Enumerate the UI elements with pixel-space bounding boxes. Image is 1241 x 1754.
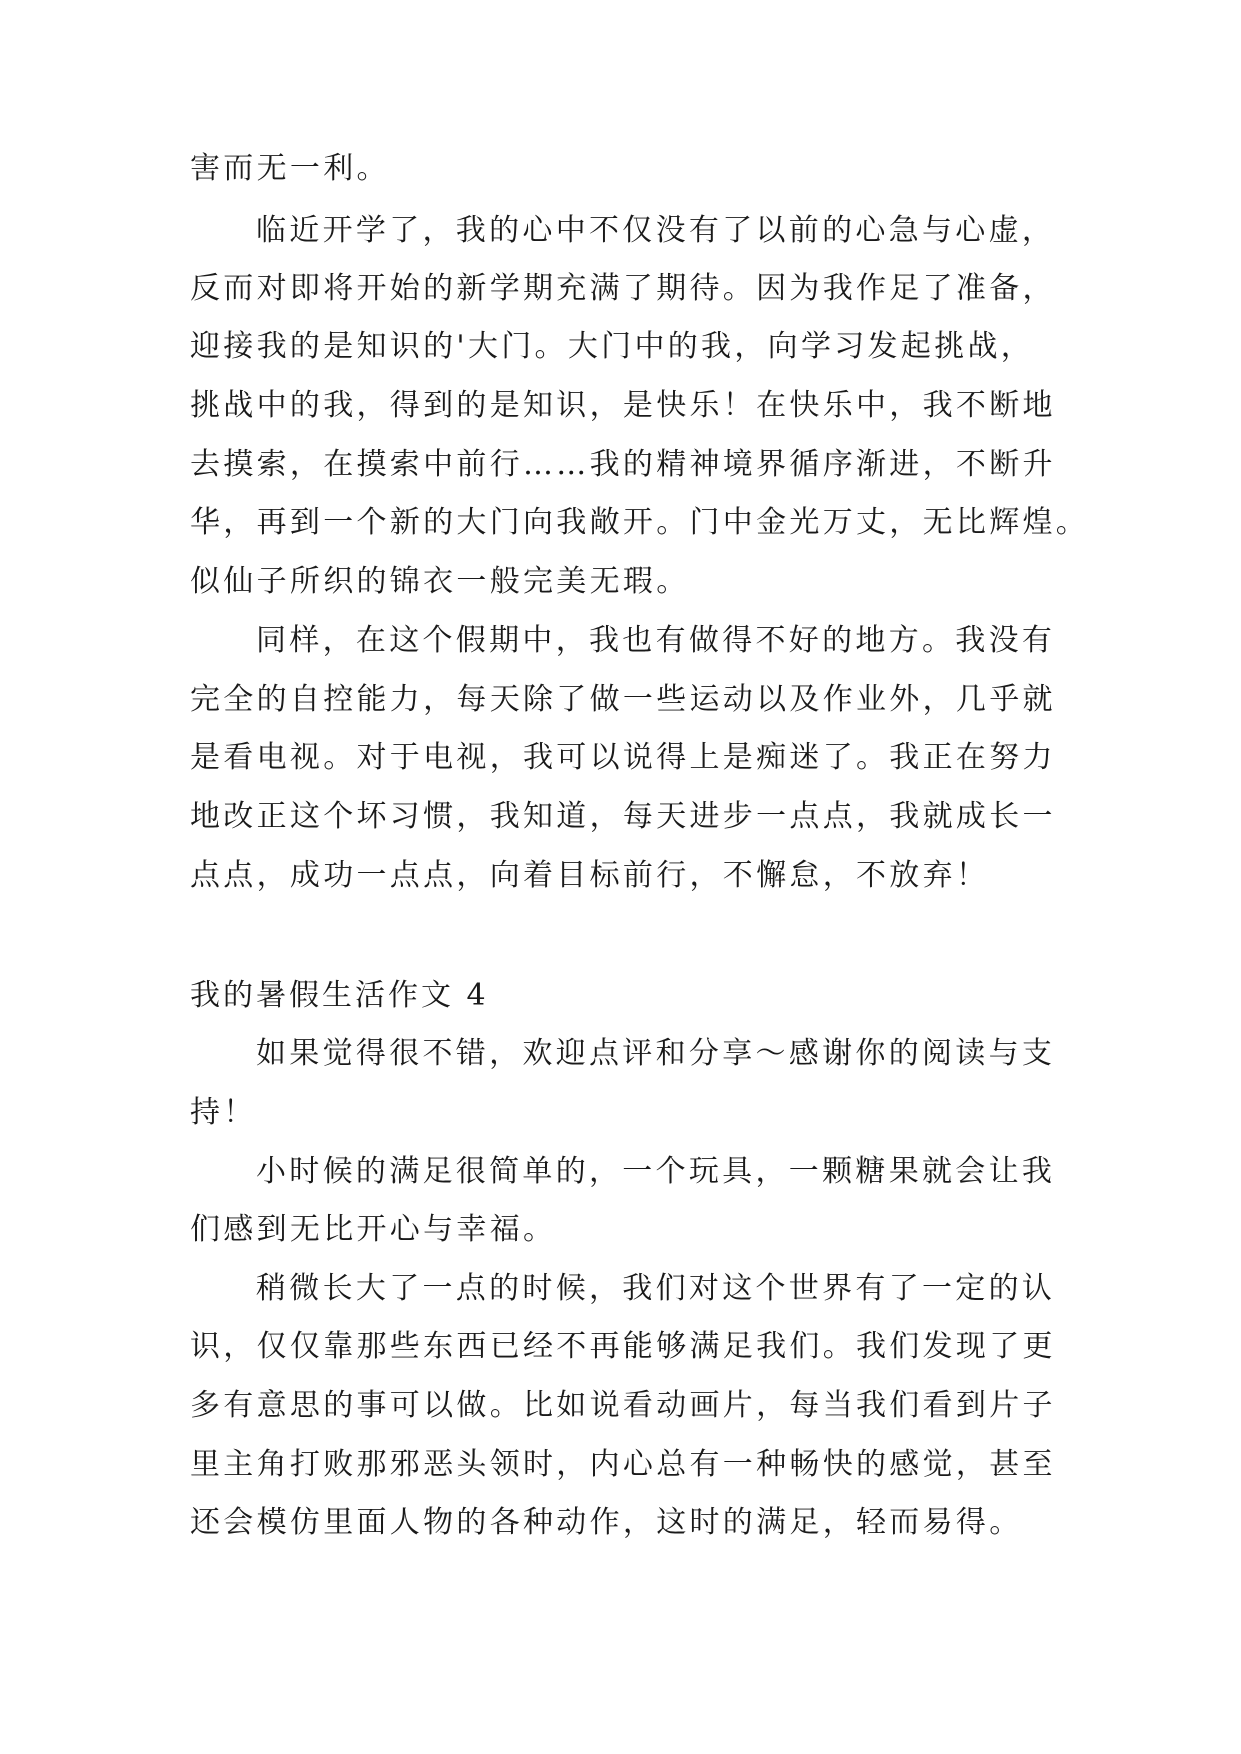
text-line: 同样，在这个假期中，我也有做得不好的地方。我没有: [256, 623, 1056, 658]
section-heading: 我的暑假生活作文 4: [190, 978, 489, 1013]
text-line: 完全的自控能力，每天除了做一些运动以及作业外，几乎就: [190, 682, 1056, 717]
text-line: 地改正这个坏习惯，我知道，每天进步一点点，我就成长一: [190, 799, 1056, 834]
text-line: 稍微长大了一点的时候，我们对这个世界有了一定的认: [256, 1271, 1056, 1306]
text-line: 多有意思的事可以做。比如说看动画片，每当我们看到片子: [190, 1388, 1056, 1423]
text-line: 们感到无比开心与幸福。: [190, 1212, 557, 1247]
text-line: 小时候的满足很简单的，一个玩具，一颗糖果就会让我: [256, 1154, 1056, 1189]
text-line: 是看电视。对于电视，我可以说得上是痴迷了。我正在努力: [190, 740, 1056, 775]
text-line: 还会模仿里面人物的各种动作，这时的满足，轻而易得。: [190, 1505, 1023, 1540]
text-line: 临近开学了，我的心中不仅没有了以前的心急与心虚，: [256, 213, 1056, 248]
text-line: 挑战中的我，得到的是知识，是快乐！在快乐中，我不断地: [190, 388, 1056, 423]
text-line: 迎接我的是知识的'大门。大门中的我，向学习发起挑战，: [190, 329, 1035, 364]
text-line: 似仙子所织的锦衣一般完美无瑕。: [190, 564, 690, 599]
text-line: 害而无一利。: [190, 151, 390, 186]
text-line: 持！: [190, 1095, 257, 1130]
text-line: 里主角打败那邪恶头领时，内心总有一种畅快的感觉，甚至: [190, 1447, 1056, 1482]
text-line: 如果觉得很不错，欢迎点评和分享～感谢你的阅读与支: [256, 1036, 1056, 1071]
text-line: 点点，成功一点点，向着目标前行，不懈怠，不放弃！: [190, 858, 990, 893]
text-line: 去摸索，在摸索中前行……我的精神境界循序渐进，不断升: [190, 447, 1056, 482]
text-line: 反而对即将开始的新学期充满了期待。因为我作足了准备，: [190, 271, 1056, 306]
text-line: 华，再到一个新的大门向我敞开。门中金光万丈，无比辉煌。: [190, 505, 1090, 540]
text-line: 识，仅仅靠那些东西已经不再能够满足我们。我们发现了更: [190, 1329, 1056, 1364]
